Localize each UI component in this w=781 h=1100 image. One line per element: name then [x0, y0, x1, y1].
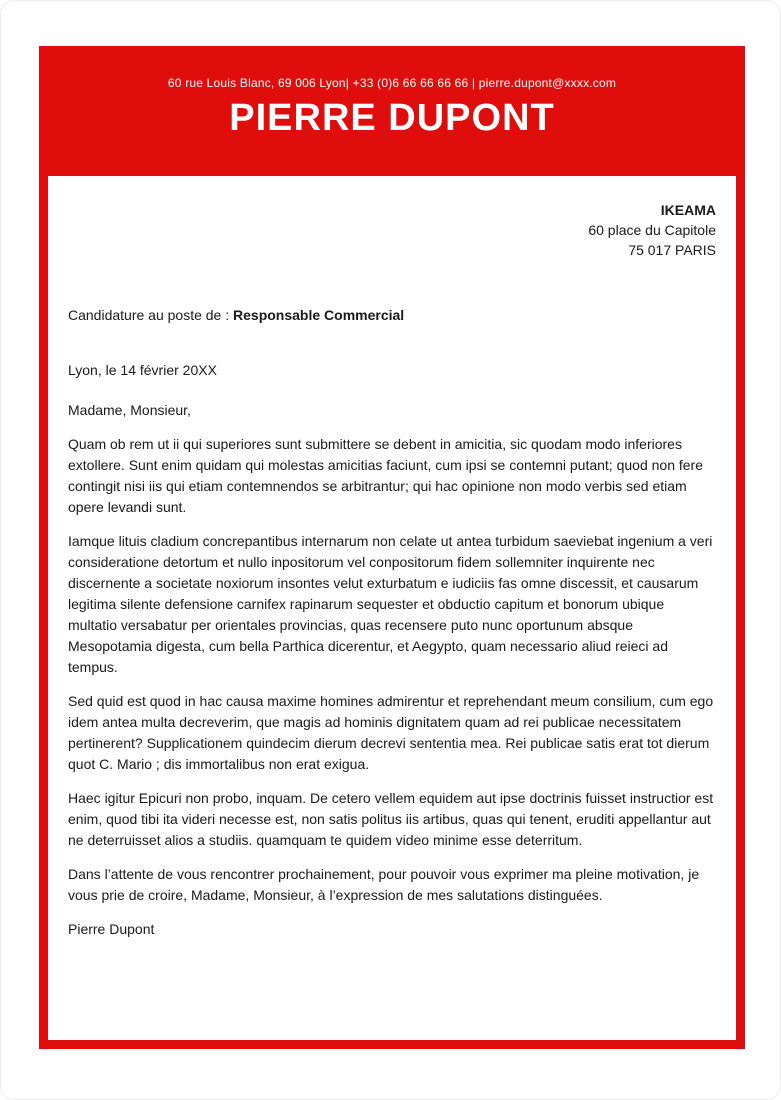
signature: Pierre Dupont	[68, 921, 155, 937]
recipient-block	[68, 176, 716, 260]
salutation: Madame, Monsieur,	[68, 402, 191, 418]
paragraph-4: Haec igitur Epicuri non probo, inquam. De cetero vellem equidem aut ipse doctrinis fuisset instructior est enim, quod tibi ita videri necesse est, non satis politus iis artibus, quas qui tenent, eruditi appellantur aut ne deterruisset alios a studiis. quamquam te quidem video minime esse deterritum.	[68, 790, 714, 848]
paragraph-1: Quam ob rem ut ii qui superiores sunt submittere se debent in amicitia, sic quodam modo inferiores extollere. Sunt enim quidam qui molestas amicitias faciunt, cum ipsi se contemni putant; quod non fere contingit nisi iis qui etiam contemnendos se arbitrantur; qui hac opinione non modo verbis sed etiam opere levandi sunt.	[68, 436, 703, 515]
letter-body	[48, 176, 736, 1040]
date-line: Lyon, le 14 février 20XX	[68, 362, 217, 378]
paragraph-2: Iamque lituis cladium concrepantibus internarum non celate ut antea turbidum saeviebat ingenium a veri consideratione detortum et nullo inpositorum vel conpositorum fidem sollemniter inquirente nec discernente a societate noxiorum insontes velut exturbatum e iudiciis fas omne discessit, et causarum legitima silente defensione carnifex rapinarum sequester et obductio capitum et bonorum ubique multatio versabatur per orientales provincias, quas recensere puto nunc oportunum absque Mesopotamia digesta, cum bella Parthica dicerentur, et Aegypto, quam necessario aliud reieci ad tempus.	[68, 533, 713, 675]
paragraph-5: Dans l’attente de vous rencontrer prochainement, pour pouvoir vous exprimer ma pleine motivation, je vous prie de croire, Madame, Monsieur, à l’expression de mes salutations distinguées.	[68, 866, 700, 903]
subject-position: Responsable Commercial	[233, 307, 405, 323]
subject-line	[68, 305, 716, 326]
recipient-company: IKEAMA	[660, 202, 716, 218]
recipient-address-line1: 60 place du Capitole	[588, 222, 716, 238]
paragraph-3: Sed quid est quod in hac causa maxime homines admirentur et reprehendant meum consilium, cum ego idem antea multa decreverim, que magis ad hominis dignitatem quam ad rei publicae necessitatem pertinerent? Supplicationem quindecim dierum decrevi sententia mea. Rei publicae satis erat tot dierum quot C. Mario ; dis immortalibus non erat exigua.	[68, 693, 714, 772]
letter-frame	[39, 46, 745, 1049]
contact-line: 60 rue Louis Blanc, 69 006 Lyon| +33 (0)6 66 66 66 66 | pierre.dupont@xxxx.com	[167, 76, 617, 90]
recipient-address-line2: 75 017 PARIS	[628, 242, 716, 258]
subject-label: Candidature au poste de :	[68, 307, 234, 323]
candidate-name: PIERRE DUPONT	[229, 97, 555, 139]
letter-header	[39, 46, 745, 176]
